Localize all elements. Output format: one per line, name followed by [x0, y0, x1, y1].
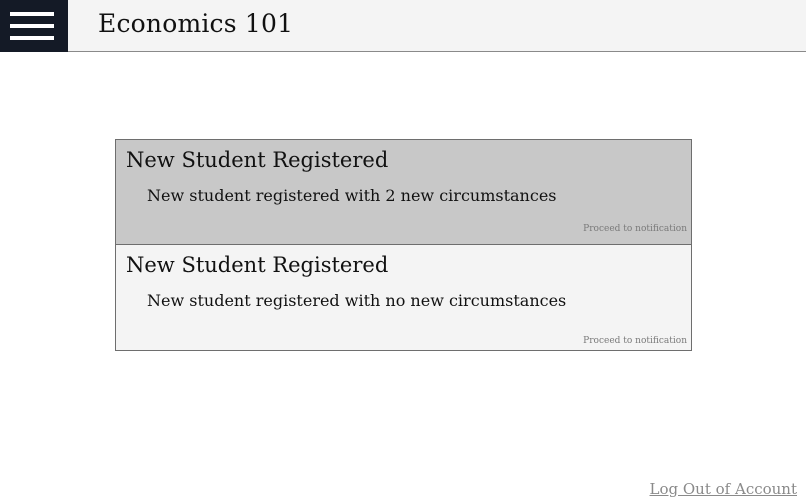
- notification-title: New Student Registered: [126, 148, 389, 172]
- proceed-to-notification-link[interactable]: Proceed to notification: [583, 336, 687, 346]
- log-out-link[interactable]: Log Out of Account: [649, 480, 797, 498]
- menu-icon-bar: [10, 12, 54, 16]
- notification-list: [115, 139, 692, 351]
- notification-title: New Student Registered: [126, 253, 389, 277]
- menu-icon-bar: [10, 24, 54, 28]
- notification-card[interactable]: [115, 139, 692, 245]
- top-bar: [0, 0, 806, 52]
- notification-description: New student registered with 2 new circumstances: [147, 186, 557, 205]
- proceed-to-notification-link[interactable]: Proceed to notification: [583, 224, 687, 234]
- notification-card[interactable]: [115, 245, 692, 351]
- page-title: Economics 101: [98, 9, 294, 38]
- notification-description: New student registered with no new circumstances: [147, 291, 567, 310]
- menu-button[interactable]: [0, 0, 68, 52]
- menu-icon-bar: [10, 36, 54, 40]
